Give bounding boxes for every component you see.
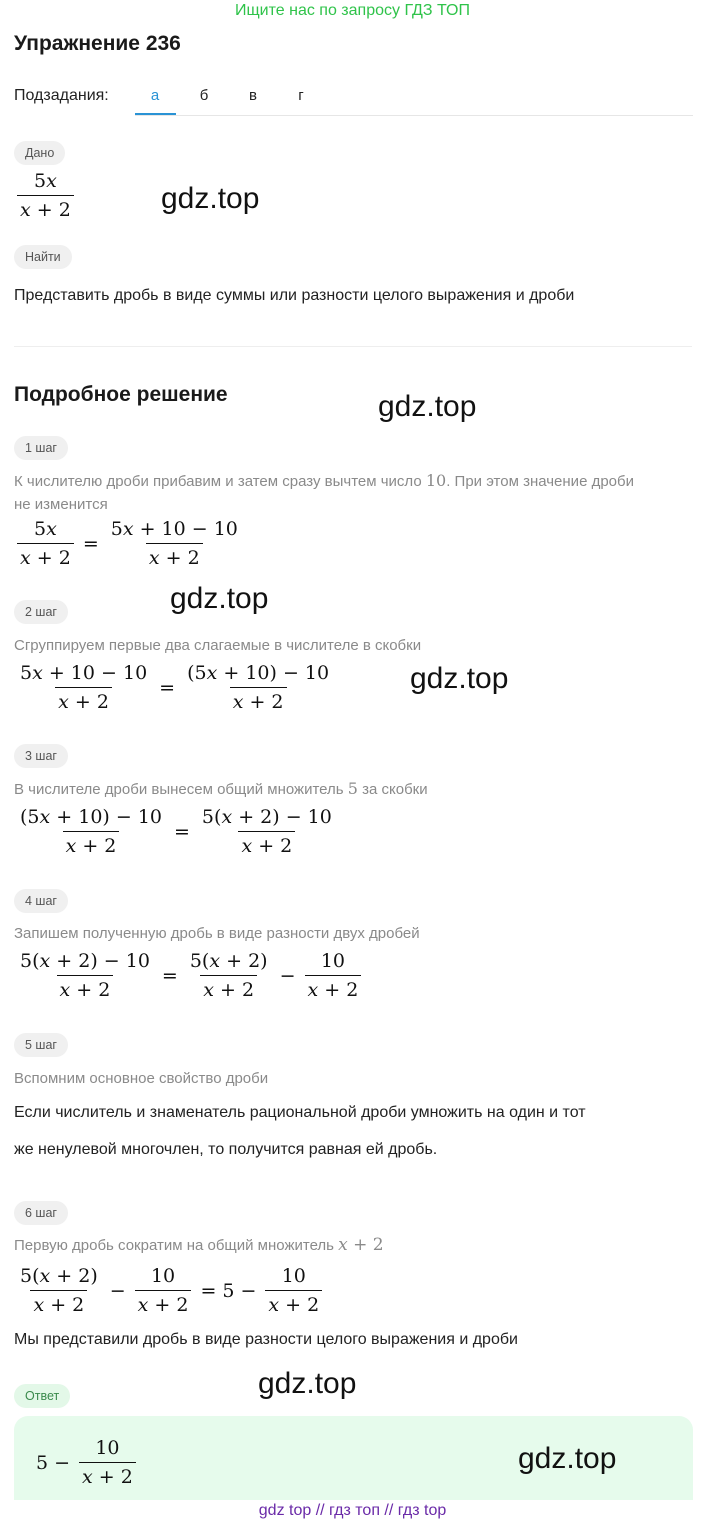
step-6-formula: $\frac{5(x + 2)}{x + 2}$ − $\frac{10}{x + 2}$ = 5 − $\frac{10}{x + 2}$ (14, 1265, 325, 1316)
watermark: gdz.top (161, 182, 260, 215)
footer-links[interactable]: gdz top // гдз топ // гдз top (258, 1502, 447, 1519)
step-4-text: Запишем полученную дробь в виде разности двух дробей (14, 925, 420, 942)
given-chip: Дано (14, 141, 65, 165)
step-2-text: Сгруппируем первые два слагаемые в числителе в скобки (14, 637, 422, 654)
section-divider (14, 346, 692, 347)
tabs-divider (135, 115, 693, 116)
tab-v[interactable]: в (249, 87, 257, 104)
step-4-formula: $\frac{5(x + 2) - 10}{x + 2}$ = $\frac{5(x + 2)}{x + 2}$ − $\frac{10}{x + 2}$ (14, 950, 364, 1001)
tab-a[interactable]: а (150, 87, 160, 104)
find-chip: Найти (14, 245, 72, 269)
solution-title: Подробное решение (14, 383, 228, 406)
step-2-chip: 2 шаг (14, 600, 68, 624)
active-tab-indicator (135, 113, 176, 115)
step-1-text: К числителю дроби прибавим и затем сразу вычтем число 10. При этом значение дроби не изменится (14, 471, 634, 513)
step-5-rule-line-1: Если числитель и знаменатель рациональной дроби умножить на один и тот (14, 1104, 586, 1121)
watermark: gdz.top (410, 662, 509, 695)
tab-b[interactable]: б (199, 87, 209, 104)
step-1-chip: 1 шаг (14, 436, 68, 460)
answer-chip: Ответ (14, 1384, 70, 1408)
step-6-chip: 6 шаг (14, 1201, 68, 1225)
step-1-formula: $\frac{5x}{x + 2}$ = $\frac{5x + 10 - 10}{x + 2}$ (14, 518, 244, 569)
step-3-chip: 3 шаг (14, 744, 68, 768)
answer-formula: 5 − $\frac{10}{x + 2}$ (36, 1437, 139, 1488)
step-5-chip: 5 шаг (14, 1033, 68, 1057)
step-2-formula: $\frac{5x + 10 - 10}{x + 2}$ = $\frac{(5x + 10) - 10}{x + 2}$ (20, 662, 330, 713)
given-expression: $\frac{5x}{x + 2}$ (14, 170, 77, 221)
step-6-text: Первую дробь сократим на общий множитель x + 2 (14, 1235, 384, 1255)
step-5-rule-line-2: же ненулевой многочлен, то получится равная ей дробь. (14, 1141, 438, 1158)
conclusion-text: Мы представили дробь в виде разности целого выражения и дроби (14, 1331, 518, 1348)
step-3-text: В числителе дроби вынесем общий множитель 5 за скобки (14, 779, 428, 798)
step-3-formula: $\frac{(5x + 10) - 10}{x + 2}$ = $\frac{5(x + 2) - 10}{x + 2}$ (20, 806, 332, 857)
subtasks-label: Подзадания: (14, 87, 109, 104)
step-5-text: Вспомним основное свойство дроби (14, 1070, 269, 1087)
watermark: gdz.top (518, 1442, 617, 1475)
find-text: Представить дробь в виде суммы или разности целого выражения и дроби (14, 287, 575, 304)
tab-g[interactable]: г (298, 87, 304, 104)
top-banner: Ищите нас по запросу ГДЗ ТОП (235, 2, 470, 19)
watermark: gdz.top (258, 1367, 357, 1400)
step-4-chip: 4 шаг (14, 889, 68, 913)
watermark: gdz.top (170, 582, 269, 615)
watermark: gdz.top (378, 390, 477, 423)
page-title: Упражнение 236 (14, 32, 181, 55)
